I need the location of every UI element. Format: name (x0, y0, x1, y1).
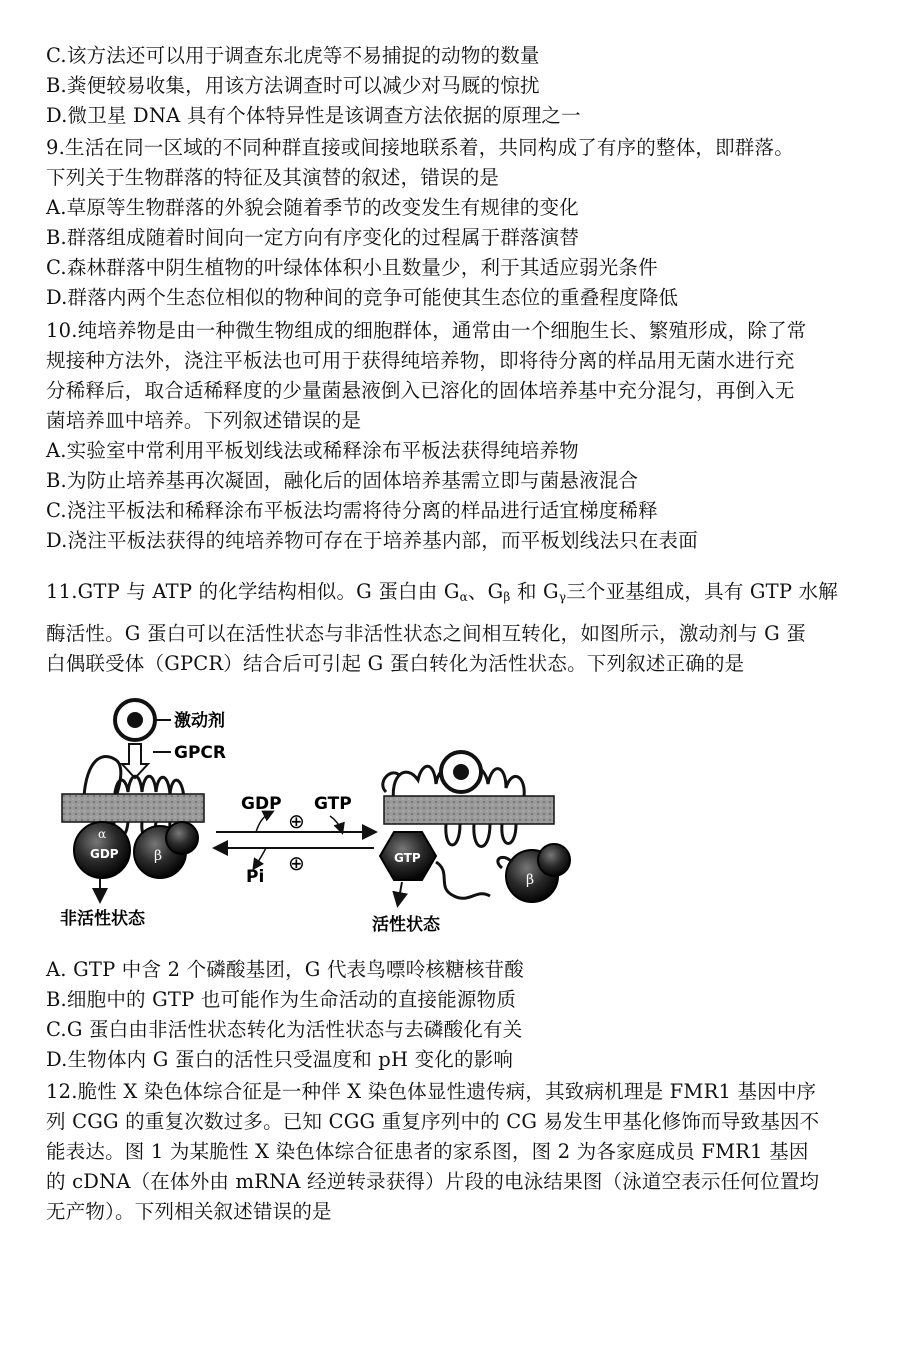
reaction-arrows (216, 794, 374, 887)
question-12-stem-5: 无产物）。下列相关叙述错误的是 (46, 1200, 332, 1223)
line-1: C.该方法还可以用于调查东北虎等不易捕捉的动物的数量 (46, 44, 540, 67)
svg-text:α: α (98, 827, 107, 841)
question-12-stem-4: 的 cDNA（在体外由 mRNA 经逆转录获得）片段的电泳结果图（泳道空表示任何位置均 (46, 1170, 820, 1193)
gdp-bound-label: GDP (90, 847, 119, 861)
question-11-stem-3: 白偶联受体（GPCR）结合后可引起 G 蛋白转化为活性状态。下列叙述正确的是 (46, 652, 745, 675)
question-9-option-a: A.草原等生物群落的外貌会随着季节的改变发生有规律的变化 (46, 196, 579, 219)
question-9-option-b: B.群落组成随着时间向一定方向有序变化的过程属于群落演替 (46, 226, 580, 249)
svg-text:β: β (526, 872, 535, 888)
gdp-label: GDP (241, 794, 282, 814)
question-10-option-d: D.浇注平板法获得的纯培养物可存在于培养基内部，而平板划线法只在表面 (46, 529, 698, 552)
question-9-option-c: C.森林群落中阴生植物的叶绿体体积小且数量少，利于其适应弱光条件 (46, 256, 658, 279)
question-11-option-c: C.G 蛋白由非活性状态转化为活性状态与去磷酸化有关 (46, 1018, 523, 1041)
question-12-stem-2: 列 CGG 的重复次数过多。已知 CGG 重复序列中的 CG 易发生甲基化修饰而导致基因不 (46, 1110, 820, 1133)
g-gamma-subunit-active (538, 844, 570, 876)
question-11-stem: 11.GTP 与 ATP 的化学结构相似。G 蛋白由 $G_\alpha$、$G_\beta$ 和 $G_\gamma$三个亚基组成，具有 GTP 水解 (46, 580, 839, 604)
active-complex (372, 752, 570, 935)
g-gamma-subunit-inactive (166, 822, 198, 854)
gtp-label: GTP (314, 794, 352, 814)
question-12-stem: 12.脆性 X 染色体综合征是一种伴 X 染色体显性遗传病，其致病机理是 FMR1 基因中序 (46, 1080, 817, 1103)
question-10-stem-2: 规接种方法外，浇注平板法也可用于获得纯培养物，即将待分离的样品用无菌水进行充 (46, 349, 795, 372)
gpcr-label: GPCR (174, 743, 226, 763)
question-11-stem-2: 酶活性。G 蛋白可以在活性状态与非活性状态之间相互转化，如图所示，激动剂与 G 蛋 (46, 622, 806, 645)
question-12-stem-3: 能表达。图 1 为某脆性 X 染色体综合征患者的家系图，图 2 为各家庭成员 FMR1 基因 (46, 1140, 809, 1163)
question-10-stem: 10.纯培养物是由一种微生物组成的细胞群体，通常由一个细胞生长、繁殖形成，除了常 (46, 319, 807, 342)
agonist-label: 激动剂 (174, 711, 225, 731)
inactive-complex (60, 700, 226, 929)
g-protein-figure (56, 692, 596, 942)
question-10-option-c: C.浇注平板法和稀释涂布平板法均需将待分离的样品进行适宜梯度稀释 (46, 499, 658, 522)
line-2: B.粪便较易收集，用该方法调查时可以减少对马厩的惊扰 (46, 74, 540, 97)
question-11-option-a: A. GTP 中含 2 个磷酸基团，G 代表鸟嘌呤核糖核苷酸 (46, 958, 524, 981)
cell-membrane-right (384, 796, 554, 824)
line-3: D.微卫星 DNA 具有个体特异性是该调查方法依据的原理之一 (46, 104, 581, 127)
plus-sign-bottom: ⊕ (288, 851, 305, 875)
question-9-stem-cont: 下列关于生物群落的特征及其演替的叙述，错误的是 (46, 166, 500, 189)
pi-label: Pi (246, 867, 265, 887)
question-10-option-b: B.为防止培养基再次凝固，融化后的固体培养基需立即与菌悬液混合 (46, 469, 639, 492)
inactive-state-label: 非活性状态 (60, 909, 145, 929)
question-11-option-d: D.生物体内 G 蛋白的活性只受温度和 pH 变化的影响 (46, 1048, 514, 1071)
question-10-option-a: A.实验室中常利用平板划线法或稀释涂布平板法获得纯培养物 (46, 439, 579, 462)
question-11-option-b: B.细胞中的 GTP 也可能作为生命活动的直接能源物质 (46, 988, 517, 1011)
question-10-stem-3: 分稀释后，取合适稀释度的少量菌悬液倒入已溶化的固体培养基中充分混匀，再倒入无 (46, 379, 795, 402)
cell-membrane-left (62, 794, 204, 822)
question-9-option-d: D.群落内两个生态位相似的物种间的竞争可能使其生态位的重叠程度降低 (46, 286, 679, 309)
svg-text:β: β (154, 848, 163, 864)
question-10-stem-4: 菌培养皿中培养。下列叙述错误的是 (46, 409, 362, 432)
gtp-bound-label: GTP (394, 851, 421, 865)
question-9-stem: 9.生活在同一区域的不同种群直接或间接地联系着，共同构成了有序的整体，即群落。 (46, 136, 794, 159)
plus-sign-top: ⊕ (288, 809, 305, 833)
active-state-label: 活性状态 (372, 915, 440, 935)
